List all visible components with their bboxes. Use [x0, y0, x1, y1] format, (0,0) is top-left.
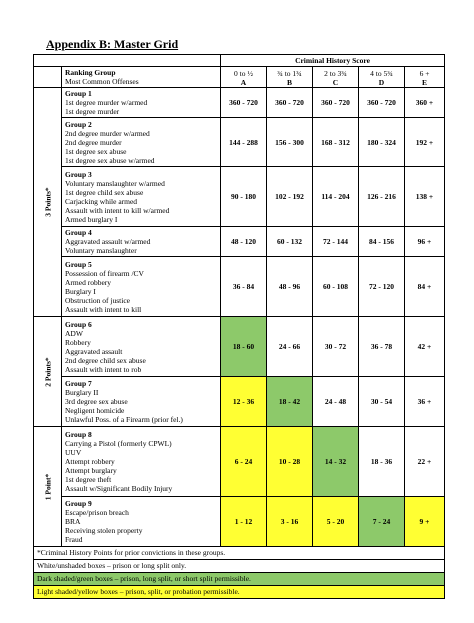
offense: UUV: [65, 448, 82, 457]
group-8-cell-a: 6 - 24: [221, 427, 267, 497]
criminal-history-score-header: Criminal History Score: [221, 55, 445, 67]
column-header-a: [221, 67, 267, 88]
offense: Robbery: [65, 337, 91, 347]
legend-footnote: *Criminal History Points for prior convictions in these groups.: [34, 547, 445, 560]
group-9-cell-e: 9 +: [405, 497, 445, 547]
section-label: 1 Point*: [43, 473, 52, 500]
group-5-cell-a: 36 - 84: [221, 257, 267, 317]
offense: Assault w/Significant Bodily Injury: [65, 484, 173, 493]
section-label: 2 Points*: [43, 356, 52, 387]
group-name: Group 7: [65, 379, 92, 388]
section-3-points: [34, 88, 62, 317]
group-2-cell-c: 168 - 312: [313, 118, 359, 167]
group-7-cell-e: 36 +: [405, 377, 445, 427]
group-7-offenses: [62, 377, 221, 427]
group-1-cell-a: 360 - 720: [221, 88, 267, 118]
column-letter: B: [286, 77, 292, 87]
group-name: Group 3: [65, 169, 92, 179]
offense: Armed burglary I: [65, 214, 118, 224]
offense: 3rd degree sex abuse: [65, 397, 128, 406]
offense: Carrying a Pistol (formerly CPWL): [65, 439, 172, 448]
group-9-cell-a: 1 - 12: [221, 497, 267, 547]
group-4-cell-c: 72 - 144: [313, 227, 359, 257]
group-name: Group 9: [65, 499, 92, 508]
group-7-cell-a: 12 - 36: [221, 377, 267, 427]
group-name: Group 5: [65, 259, 92, 269]
offense: Aggravated assault: [65, 346, 123, 356]
group-1-offenses: [62, 88, 221, 118]
group-6-cell-d: 36 - 78: [359, 317, 405, 377]
group-name: Group 2: [65, 119, 92, 129]
offense: Fraud: [65, 535, 83, 544]
group-4-offenses: [62, 227, 221, 257]
group-6-cell-b: 24 - 66: [267, 317, 313, 377]
legend-white: White/unshaded boxes – prison or long split only.: [34, 560, 445, 573]
offense: 2nd degree child sex abuse: [65, 355, 146, 365]
column-range: 2 to 3¾: [324, 68, 347, 78]
group-1-cell-e: 360 +: [405, 88, 445, 118]
column-letter: A: [240, 77, 247, 87]
group-1-cell-b: 360 - 720: [267, 88, 313, 118]
column-header-c: [313, 67, 359, 88]
group-3-offenses: [62, 167, 221, 227]
group-3-cell-d: 126 - 216: [359, 167, 405, 227]
legend-green: Dark shaded/green boxes – prison, long split, or short split permissible.: [34, 573, 445, 586]
column-letter: E: [421, 77, 427, 87]
group-8-cell-c: 14 - 32: [313, 427, 359, 497]
offense: 1st degree sex abuse w/armed: [65, 155, 155, 165]
section-label: 3 Points*: [43, 187, 52, 217]
group-2-cell-b: 156 - 300: [267, 118, 313, 167]
group-7-cell-b: 18 - 42: [267, 377, 313, 427]
offense: Assault with intent to rob: [65, 364, 142, 374]
master-grid-table: [33, 54, 445, 599]
offense: 1st degree murder: [65, 107, 120, 116]
group-5-cell-b: 48 - 96: [267, 257, 313, 317]
group-9-cell-b: 3 - 16: [267, 497, 313, 547]
group-8-cell-b: 10 - 28: [267, 427, 313, 497]
group-8-cell-d: 18 - 36: [359, 427, 405, 497]
column-letter: C: [332, 77, 339, 87]
group-8-cell-e: 22 +: [405, 427, 445, 497]
group-3-cell-b: 102 - 192: [267, 167, 313, 227]
offense: Carjacking while armed: [65, 196, 138, 206]
header-blank-left: [34, 67, 62, 88]
offense: Voluntary manslaughter: [65, 246, 137, 255]
offense: Voluntary manslaughter w/armed: [65, 178, 165, 188]
offense: Unlawful Poss. of a Firearm (prior fel.): [65, 415, 183, 424]
offense: Armed robbery: [65, 277, 112, 287]
column-range: 0 to ½: [234, 68, 253, 78]
offense: 2nd degree murder w/armed: [65, 128, 150, 138]
offense: ADW: [65, 328, 83, 338]
group-name: Group 6: [65, 319, 92, 329]
offense: Obstruction of justice: [65, 295, 130, 305]
group-2-cell-a: 144 - 288: [221, 118, 267, 167]
group-6-cell-a: 18 - 60: [221, 317, 267, 377]
offense: 1st degree theft: [65, 475, 112, 484]
group-5-cell-e: 84 +: [405, 257, 445, 317]
offense: Receiving stolen property: [65, 526, 143, 535]
offense: Burglary II: [65, 388, 99, 397]
group-1-cell-c: 360 - 720: [313, 88, 359, 118]
offense: Assault with intent to kill: [65, 304, 142, 314]
group-name: Group 8: [65, 430, 92, 439]
group-9-cell-c: 5 - 20: [313, 497, 359, 547]
section-1-point: [34, 427, 62, 547]
group-9-offenses: [62, 497, 221, 547]
group-4-cell-a: 48 - 120: [221, 227, 267, 257]
legend-yellow: Light shaded/yellow boxes – prison, split, or probation permissible.: [34, 586, 445, 599]
section-2-points: [34, 317, 62, 427]
offense: Assault with intent to kill w/armed: [65, 205, 170, 215]
offense: 2nd degree murder: [65, 137, 122, 147]
group-3-cell-c: 114 - 204: [313, 167, 359, 227]
ranking-group-label: Ranking Group: [65, 68, 116, 77]
group-5-cell-c: 60 - 108: [313, 257, 359, 317]
group-6-offenses: [62, 317, 221, 377]
offense: Possession of firearm /CV: [65, 268, 144, 278]
offense: 1st degree child sex abuse: [65, 187, 144, 197]
group-4-cell-d: 84 - 156: [359, 227, 405, 257]
group-name: Group 4: [65, 228, 92, 237]
offense: Attempt burglary: [65, 466, 117, 475]
group-3-cell-a: 90 - 180: [221, 167, 267, 227]
offense: Negligent homicide: [65, 406, 125, 415]
offense: 1st degree murder w/armed: [65, 98, 148, 107]
group-6-cell-c: 30 - 72: [313, 317, 359, 377]
group-2-offenses: [62, 118, 221, 167]
group-7-cell-c: 24 - 48: [313, 377, 359, 427]
column-range: 6 +: [419, 68, 430, 78]
offense: Escape/prison breach: [65, 508, 129, 517]
most-common-offenses-label: Most Common Offenses: [65, 77, 139, 86]
group-5-cell-d: 72 - 120: [359, 257, 405, 317]
column-header-b: [267, 67, 313, 88]
group-2-cell-d: 180 - 324: [359, 118, 405, 167]
group-8-offenses: [62, 427, 221, 497]
group-1-cell-d: 360 - 720: [359, 88, 405, 118]
offense: 1st degree sex abuse: [65, 146, 127, 156]
group-4-cell-b: 60 - 132: [267, 227, 313, 257]
group-name: Group 1: [65, 89, 92, 98]
offense: BRA: [65, 517, 81, 526]
offense: Attempt robbery: [65, 457, 115, 466]
column-range: ¾ to 1¾: [277, 68, 302, 78]
ranking-group-header: [62, 67, 221, 88]
group-7-cell-d: 30 - 54: [359, 377, 405, 427]
column-header-e: [405, 67, 445, 88]
column-range: 4 to 5¾: [370, 68, 393, 78]
page-title: Appendix B: Master Grid: [46, 37, 179, 51]
group-9-cell-d: 7 - 24: [359, 497, 405, 547]
group-4-cell-e: 96 +: [405, 227, 445, 257]
offense: Burglary I: [65, 286, 96, 296]
column-header-d: [359, 67, 405, 88]
group-3-cell-e: 138 +: [405, 167, 445, 227]
column-letter: D: [378, 77, 385, 87]
offense: Aggravated assault w/armed: [65, 237, 151, 246]
group-2-cell-e: 192 +: [405, 118, 445, 167]
group-6-cell-e: 42 +: [405, 317, 445, 377]
group-5-offenses: [62, 257, 221, 317]
header-blank: [34, 55, 221, 67]
